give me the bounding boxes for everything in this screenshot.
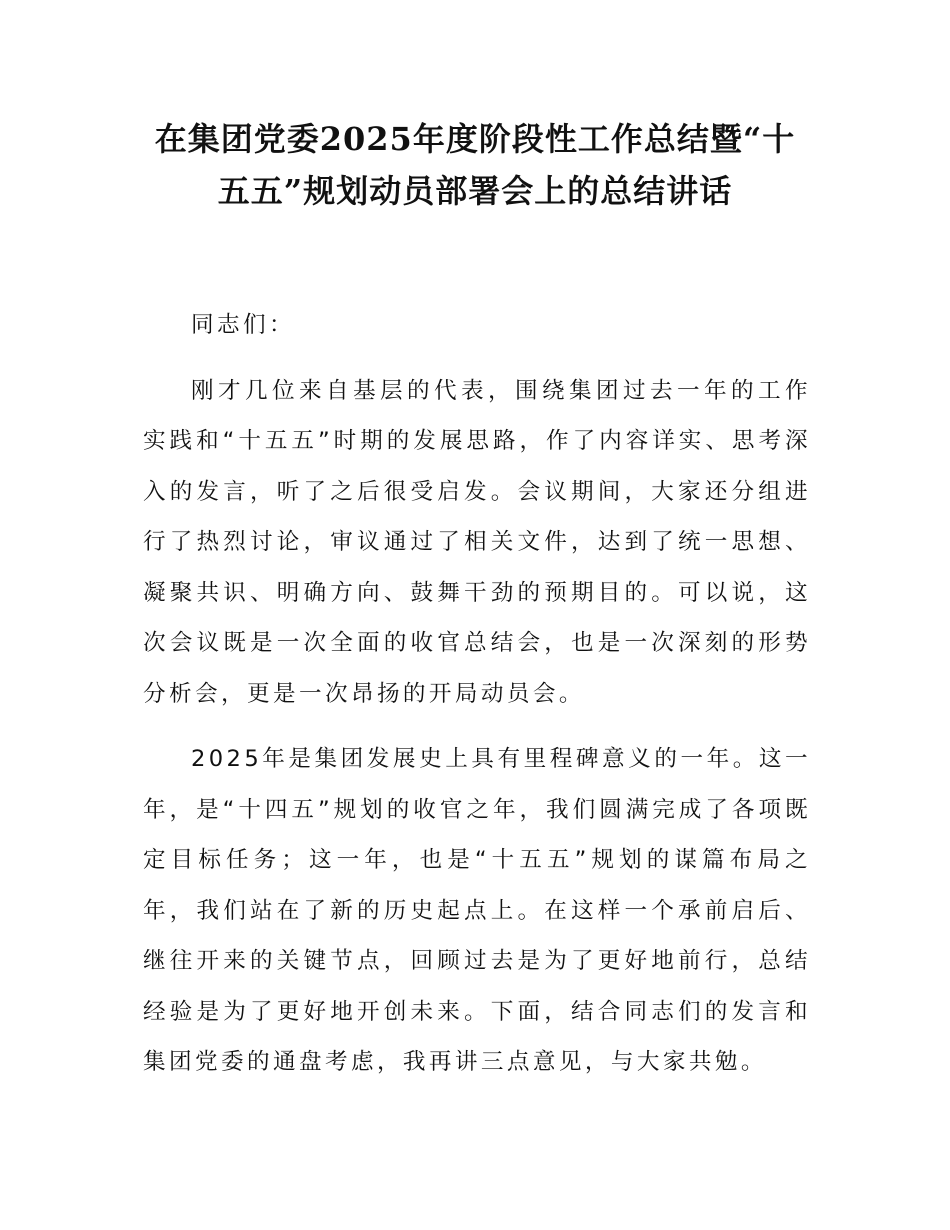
document-body — [143, 300, 811, 1103]
salutation: 同志们： — [191, 312, 295, 338]
title-line-1: 在集团党委2025年度阶段性工作总结暨“十 — [154, 120, 796, 158]
paragraph-2025-review: 2025年是集团发展史上具有里程碑意义的一年。这一年，是“十四五”规划的收官之年，我们圆满完成了各项既定目标任务；这一年，也是“十五五”规划的谋篇布局之年，我们站在了新的历史起点上。在这样一个承前启后、继往开来的关键节点，回顾过去是为了更好地前行，总结经验是为了更好地开创未来。下面，结合同志们的发言和集团党委的通盘考虑，我再讲三点意见，与大家共勉。 — [143, 746, 811, 1075]
document-title — [120, 113, 830, 217]
title-line-2: 五五”规划动员部署会上的总结讲话 — [217, 172, 733, 210]
paragraph-opening: 刚才几位来自基层的代表，围绕集团过去一年的工作实践和“十五五”时期的发展思路，作了内容详实、思考深入的发言，听了之后很受启发。会议期间，大家还分组进行了热烈讨论，审议通过了相关文件，达到了统一思想、凝聚共识、明确方向、鼓舞干劲的预期目的。可以说，这次会议既是一次全面的收官总结会，也是一次深刻的形势分析会，更是一次昂扬的开局动员会。 — [143, 377, 811, 707]
